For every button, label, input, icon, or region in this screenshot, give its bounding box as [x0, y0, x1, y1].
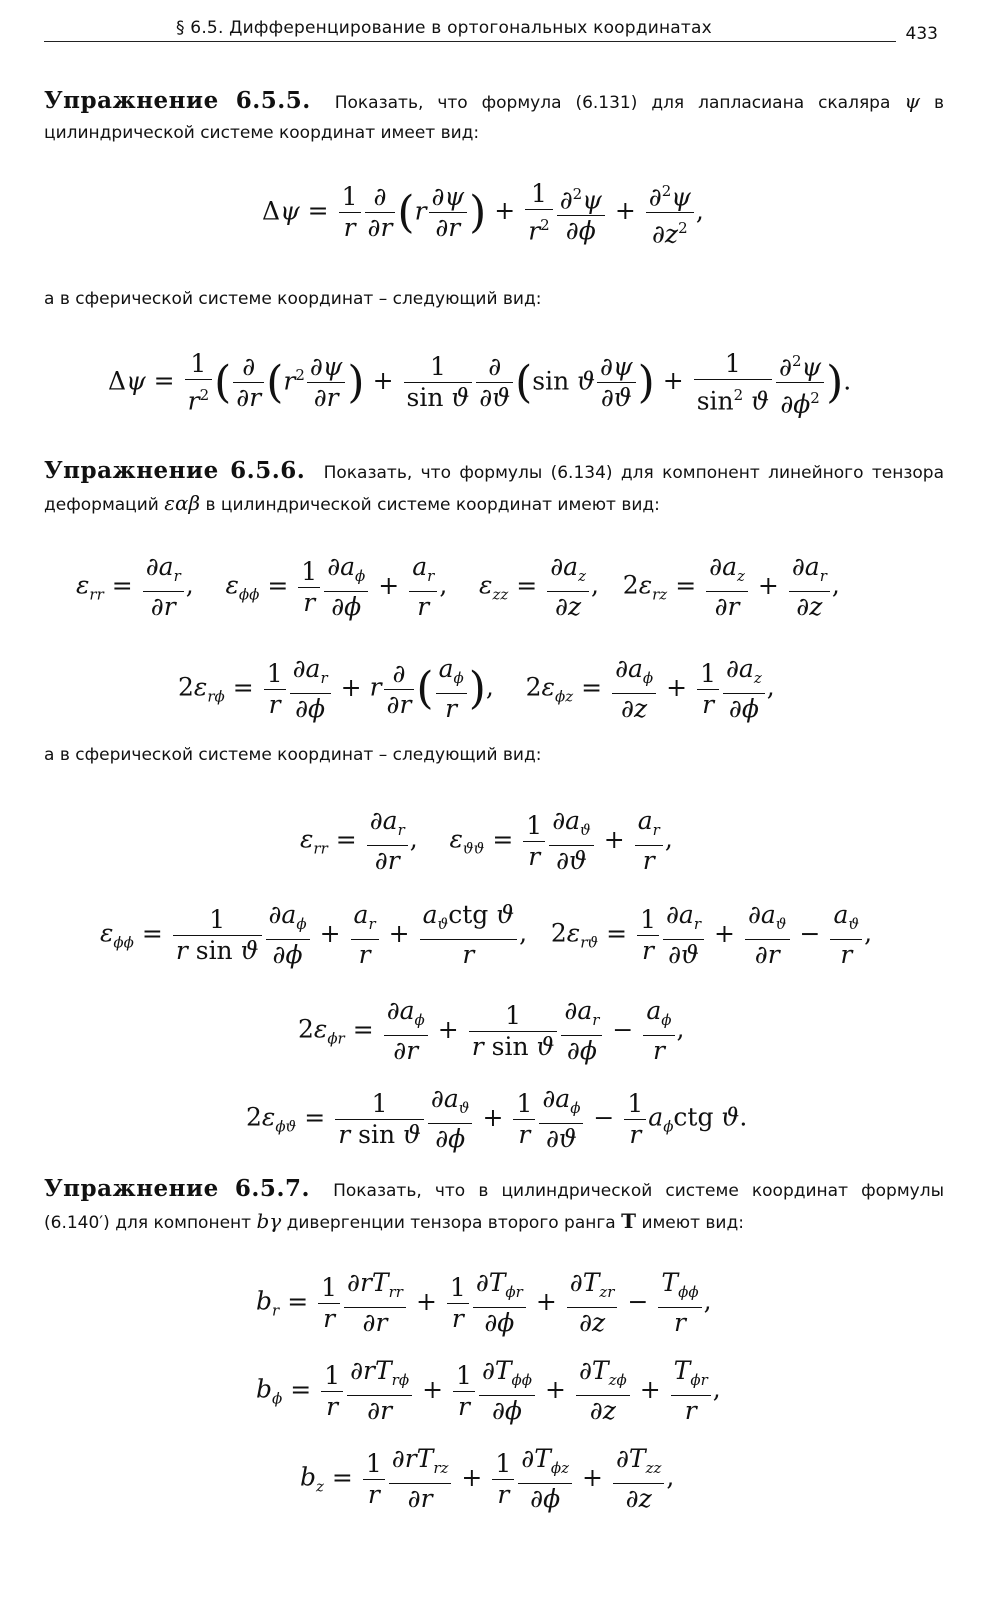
transition-spherical-1: а в сферической системе координат – следующий вид:: [44, 289, 542, 309]
exercise-text: Показать, что формула (6.131) для лапласиана скаляра: [334, 93, 891, 113]
exercise-text: в цилиндрической системе координат имеют вид:: [205, 495, 660, 515]
exercise-text: Показать, что в цилиндрической системе координат формулы (6.140′) для компонент: [44, 1181, 945, 1233]
math-symbol: T: [621, 1209, 637, 1233]
equation-strain-cylindrical-2: $2\varepsilon_{r\phi}$ = $\frac{1}{r}$ $\frac{\partial a_r}{\partial\phi}$ + r $\frac{\partial}{\partial r}$ ( $\frac{a_\phi}{r}$ ), $2\varepsilon_{\phi z}$ = $\frac{\partial a_\phi}{\partial z}$ + $\frac{1}{r}$ $\frac{\partial a_z}{\partial\phi}$ ,: [178, 654, 775, 723]
header-rule: [44, 41, 896, 42]
math-symbol: ψ: [904, 89, 921, 113]
section-title: § 6.5. Дифференцирование в ортогональных координатах: [176, 18, 712, 38]
equation-strain-spherical-1: $\varepsilon_{rr}$ = $\frac{\partial a_r}{\partial r}$ , $\varepsilon_{ϑϑ}$ = $\frac{1}{r}$ $\frac{\partial a_ϑ}{\partial ϑ}$ + $\frac{a_r}{r}$ ,: [300, 806, 673, 875]
exercise-6-5-6-statement: [44, 456, 944, 520]
page-number: 433: [905, 24, 938, 44]
exercise-text: в цилиндрической системе координат имеет вид:: [44, 93, 945, 143]
equation-strain-spherical-2: $\varepsilon_{\phi\phi}$ = $\frac{1}{\text{r sin ϑ}}$ $\frac{\partial a_\phi}{\partial\phi}$ + $\frac{a_r}{r}$ + $\frac{a_ϑctg ϑ}{r}$ , $2\varepsilon_{rϑ}$ = $\frac{1}{r}$ $\frac{\partial a_r}{\partial ϑ}$ + $\frac{\partial a_ϑ}{\partial r}$ − $\frac{a_ϑ}{r}$ ,: [100, 900, 873, 969]
equation-strain-spherical-3: $2\varepsilon_{\phi r}$ = $\frac{\partial a_\phi}{\partial r}$ + $\frac{1}{\text{r sin ϑ}}$ $\frac{\partial a_r}{\partial\phi}$ − $\frac{a_\phi}{r}$ ,: [298, 996, 685, 1065]
exercise-6-5-7-statement: [44, 1174, 944, 1238]
equation-divergence-bz: $b_z$ = $\frac{1}{r}$ $\frac{\partial rT_{rz}}{\partial r}$ + $\frac{1}{r}$ $\frac{\partial T_{\phi z}}{\partial\phi}$ + $\frac{\partial T_{zz}}{\partial z}$ ,: [300, 1444, 675, 1513]
equation-strain-cylindrical-1: $\varepsilon_{rr}$ = $\frac{\partial a_r}{\partial r}$ , $\varepsilon_{\phi\phi}$ = $\frac{1}{r}$ $\frac{\partial a_\phi}{\partial\phi}$ + $\frac{a_r}{r}$ , $\varepsilon_{zz}$ = $\frac{\partial a_z}{\partial z}$ , $2\varepsilon_{rz}$ = $\frac{\partial a_z}{\partial r}$ + $\frac{\partial a_r}{\partial z}$ ,: [76, 552, 840, 621]
math-symbol: bγ: [256, 1209, 282, 1233]
running-header: [44, 18, 938, 44]
exercise-title: Упражнение 6.5.5.: [44, 87, 311, 114]
equation-laplacian-spherical: Δψ = $\frac{1}{r^2}$ ( $\frac{\partial}{\partial r}$ ($r^2$ $\frac{\partial\psi}{\partial r}$ ) + $\frac{1}{\text{sin ϑ}}$ $\frac{\partial}{\partial ϑ}$ (sin ϑ $\frac{\partial\psi}{\partial ϑ}$ ) + $\frac{1}{\sin^2 ϑ}$ $\frac{\partial^2\psi}{\partial\phi^2}$ ).: [108, 349, 852, 419]
equation-strain-spherical-4: $2\varepsilon_{\phi ϑ}$ = $\frac{1}{\text{r sin ϑ}}$ $\frac{\partial a_ϑ}{\partial\phi}$ + $\frac{1}{r}$ $\frac{\partial a_\phi}{\partial ϑ}$ − $\frac{1}{r}$ $a_\phi ctg$ ϑ.: [246, 1084, 748, 1153]
equation-divergence-br: $b_r$ = $\frac{1}{r}$ $\frac{\partial rT_{rr}}{\partial r}$ + $\frac{1}{r}$ $\frac{\partial T_{\phi r}}{\partial\phi}$ + $\frac{\partial T_{zr}}{\partial z}$ − $\frac{T_{\phi\phi}}{r}$ ,: [256, 1268, 712, 1337]
exercise-title: Упражнение 6.5.6.: [44, 457, 306, 484]
exercise-text: Показать, что формулы (6.134) для компонент линейного тензора деформаций: [44, 463, 944, 515]
exercise-text: имеют вид:: [641, 1213, 744, 1233]
equation-divergence-bphi: $b_\phi$ = $\frac{1}{r}$ $\frac{\partial rT_{r\phi}}{\partial r}$ + $\frac{1}{r}$ $\frac{\partial T_{\phi\phi}}{\partial\phi}$ + $\frac{\partial T_{z\phi}}{\partial z}$ + $\frac{T_{\phi r}}{r}$ ,: [256, 1356, 721, 1425]
equation-laplacian-cylindrical: Δψ = $\frac{1}{r}$ $\frac{\partial}{\partial r}$ (r $\frac{\partial\psi}{\partial r}$ ) + $\frac{1}{r^2}$ $\frac{\partial^2\psi}{\partial\phi}$ + $\frac{\partial^2\psi}{\partial z^2}$ ,: [262, 179, 704, 249]
exercise-6-5-5-statement: [44, 86, 944, 148]
exercise-text: дивергенции тензора второго ранга: [286, 1213, 616, 1233]
exercise-title: Упражнение 6.5.7.: [44, 1175, 310, 1202]
math-symbol: εαβ: [164, 491, 201, 515]
transition-spherical-2: а в сферической системе координат – следующий вид:: [44, 745, 542, 765]
